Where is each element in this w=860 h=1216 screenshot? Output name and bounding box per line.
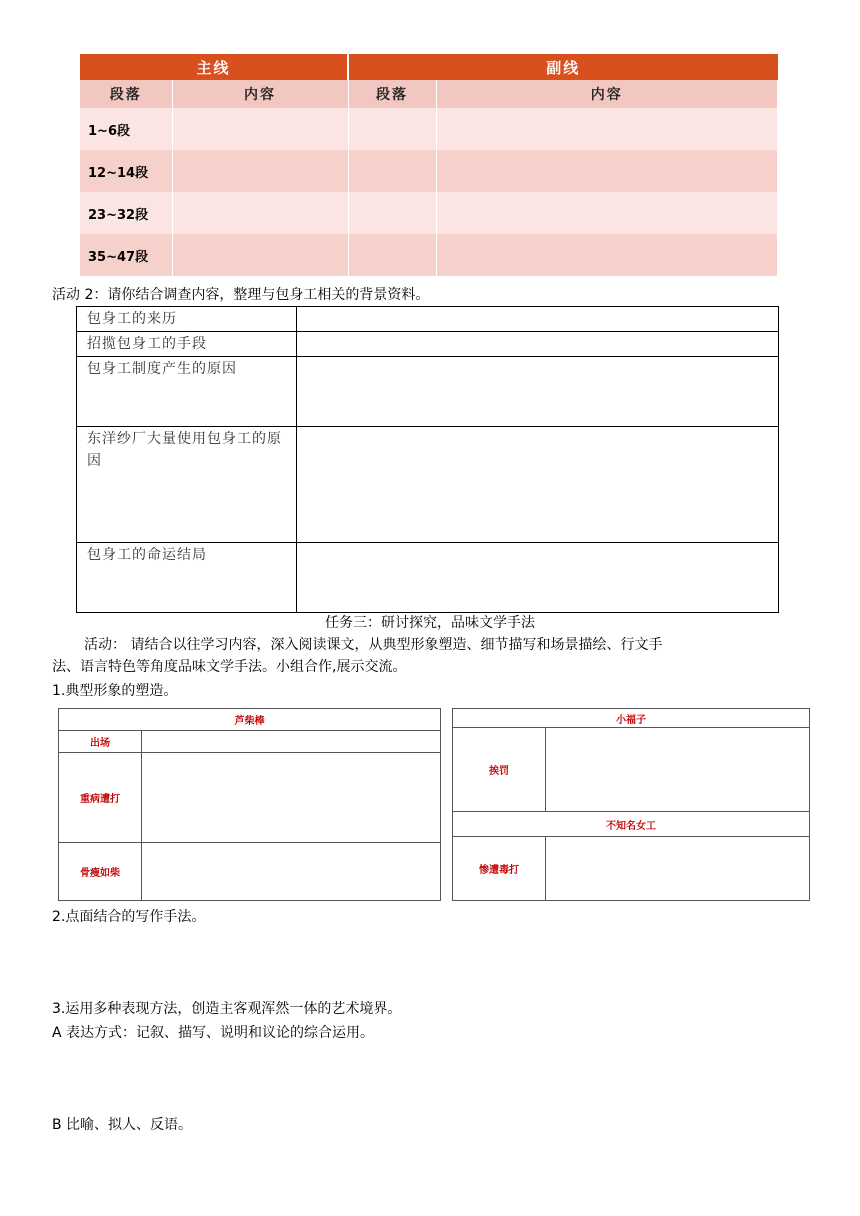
background-info-table [76, 306, 779, 613]
activity2-intro: 活动 2：请你结合调查内容，整理与包身工相关的背景资料。 [52, 287, 430, 303]
table-row [77, 427, 779, 543]
content-cell[interactable] [172, 234, 348, 276]
answer-cell[interactable] [297, 307, 779, 332]
table-row [77, 332, 779, 357]
task3-title: 任务三：研讨探究，品味文学手法 [325, 615, 535, 631]
figure-title: 小福子 [453, 709, 810, 728]
content-cell[interactable] [172, 192, 348, 234]
paragraph-header: 段落 [80, 80, 172, 108]
row-label: 骨瘦如柴 [59, 843, 142, 901]
table-row [80, 108, 778, 150]
table-row [80, 192, 778, 234]
figure-title: 不知名女工 [453, 812, 810, 837]
figure-title: 芦柴棒 [59, 709, 441, 731]
answer-cell[interactable] [142, 843, 441, 901]
answer-cell[interactable] [142, 753, 441, 843]
content-cell[interactable] [436, 108, 777, 150]
paragraph-cell[interactable] [348, 108, 436, 150]
row-label: 包身工制度产生的原因 [77, 357, 297, 427]
table-row [77, 543, 779, 613]
answer-cell[interactable] [546, 728, 810, 812]
answer-cell[interactable] [297, 427, 779, 543]
table-row [80, 234, 778, 276]
row-label: 挨罚 [453, 728, 546, 812]
answer-cell[interactable] [546, 837, 810, 901]
paragraph-header: 段落 [348, 80, 436, 108]
paragraph-cell[interactable] [348, 150, 436, 192]
paragraph-range: 23~32段 [80, 192, 172, 234]
row-label: 东洋纱厂大量使用包身工的原因 [77, 427, 297, 543]
answer-cell[interactable] [297, 357, 779, 427]
secondary-line-header: 副线 [348, 54, 777, 80]
activity-text-line2: 法、语言特色等角度品味文学手法。小组合作,展示交流。 [52, 659, 407, 675]
answer-cell[interactable] [297, 543, 779, 613]
figure-table-lu-chai-bang [58, 708, 441, 901]
table-row [80, 150, 778, 192]
row-label: 招揽包身工的手段 [77, 332, 297, 357]
content-header: 内容 [172, 80, 348, 108]
content-header: 内容 [436, 80, 777, 108]
plot-line-table [80, 54, 778, 276]
content-cell[interactable] [436, 234, 777, 276]
content-cell[interactable] [172, 108, 348, 150]
row-label: 包身工的来历 [77, 307, 297, 332]
item3b-heading: B 比喻、拟人、反语。 [52, 1117, 193, 1133]
item3a-heading: A 表达方式：记叙、描写、说明和议论的综合运用。 [52, 1025, 375, 1041]
content-cell[interactable] [436, 192, 777, 234]
paragraph-cell[interactable] [348, 234, 436, 276]
answer-cell[interactable] [297, 332, 779, 357]
item3-heading: 3.运用多种表现方法，创造主客观浑然一体的艺术境界。 [52, 1001, 402, 1017]
figure-table-xiao-fu-zi [452, 708, 810, 901]
row-label: 包身工的命运结局 [77, 543, 297, 613]
table-row [77, 357, 779, 427]
row-label: 出场 [59, 731, 142, 753]
item1-heading: 1.典型形象的塑造。 [52, 683, 178, 699]
answer-cell[interactable] [142, 731, 441, 753]
paragraph-cell[interactable] [348, 192, 436, 234]
item2-heading: 2.点面结合的写作手法。 [52, 909, 206, 925]
paragraph-range: 35~47段 [80, 234, 172, 276]
paragraph-range: 1~6段 [80, 108, 172, 150]
row-label: 惨遭毒打 [453, 837, 546, 901]
activity-text-line1: 活动： 请结合以往学习内容，深入阅读课文，从典型形象塑造、细节描写和场景描绘、行文手 [84, 637, 663, 653]
content-cell[interactable] [436, 150, 777, 192]
main-line-header: 主线 [80, 54, 348, 80]
row-label: 重病遭打 [59, 753, 142, 843]
paragraph-range: 12~14段 [80, 150, 172, 192]
table-row [77, 307, 779, 332]
content-cell[interactable] [172, 150, 348, 192]
